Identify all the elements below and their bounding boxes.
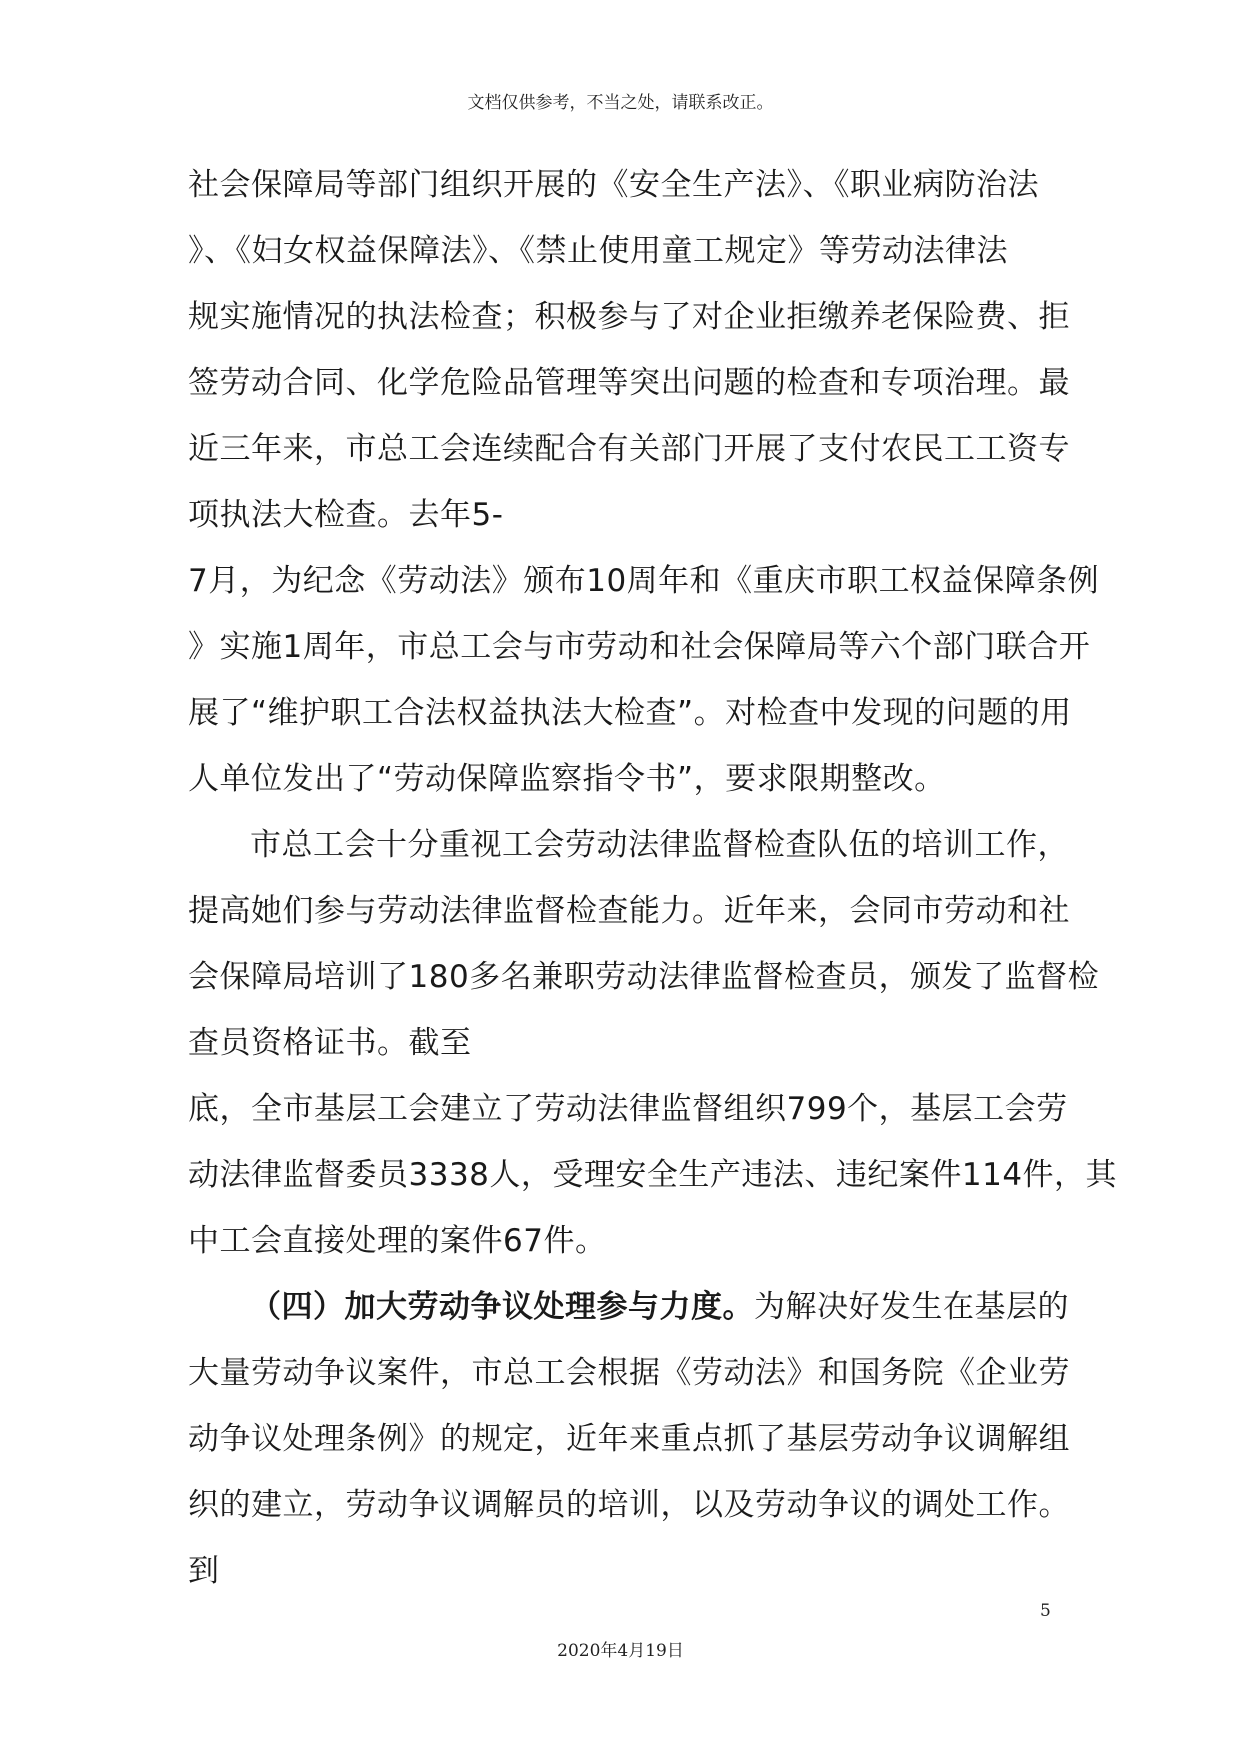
text-line: 人单位发出了“劳动保障监察指令书”，要求限期整改。 [188, 761, 946, 797]
text-line: 提高她们参与劳动法律监督检查能力。近年来，会同市劳动和社 [188, 893, 1070, 929]
text-line: 动法律监督委员3338人，受理安全生产违法、违纪案件114件，其 [188, 1157, 1118, 1193]
text-line: 会保障局培训了180多名兼职劳动法律监督检查员，颁发了监督检 [188, 959, 1100, 995]
section-heading: （四）加大劳动争议处理参与力度。 [250, 1289, 754, 1325]
text-line: 市总工会十分重视工会劳动法律监督检查队伍的培训工作， [250, 827, 1069, 863]
text-line: 底，全市基层工会建立了劳动法律监督组织799个，基层工会劳 [188, 1091, 1068, 1127]
document-body [188, 152, 1118, 1604]
text-line: 近三年来，市总工会连续配合有关部门开展了支付农民工工资专 [188, 431, 1070, 467]
text-line: 中工会直接处理的案件67件。 [188, 1223, 607, 1259]
text-line: 项执法大检查。去年5- [188, 497, 504, 533]
text-line: 》实施1周年，市总工会与市劳动和社会保障局等六个部门联合开 [188, 629, 1091, 665]
page-number: 5 [1040, 1601, 1051, 1621]
text-line: 》、《妇女权益保障法》、《禁止使用童工规定》等劳动法律法 [188, 233, 1008, 269]
text-line: 查员资格证书。截至 [188, 1025, 472, 1061]
text-line: 社会保障局等部门组织开展的《安全生产法》、《职业病防治法 [188, 167, 1039, 203]
text-line: 到 [188, 1553, 220, 1589]
text-line: 7月，为纪念《劳动法》颁布10周年和《重庆市职工权益保障条例 [188, 563, 1100, 599]
text-line: 织的建立，劳动争议调解员的培训，以及劳动争议的调处工作。 [188, 1487, 1070, 1523]
text-line: 签劳动合同、化学危险品管理等突出问题的检查和专项治理。最 [188, 365, 1070, 401]
text-line: 规实施情况的执法检查；积极参与了对企业拒缴养老保险费、拒 [188, 299, 1070, 335]
text-line: 展了“维护职工合法权益执法大检查”。对检查中发现的问题的用 [188, 695, 1072, 731]
section-heading-continuation: 为解决好发生在基层的 [754, 1289, 1069, 1325]
text-line: 大量劳动争议案件，市总工会根据《劳动法》和国务院《企业劳 [188, 1355, 1070, 1391]
text-line [188, 1274, 1068, 1340]
text-line: 动争议处理条例》的规定，近年来重点抓了基层劳动争议调解组 [188, 1421, 1070, 1457]
page-footer-date: 2020年4月19日 [557, 1641, 684, 1661]
page-header-note: 文档仅供参考，不当之处，请联系改正。 [467, 93, 774, 113]
